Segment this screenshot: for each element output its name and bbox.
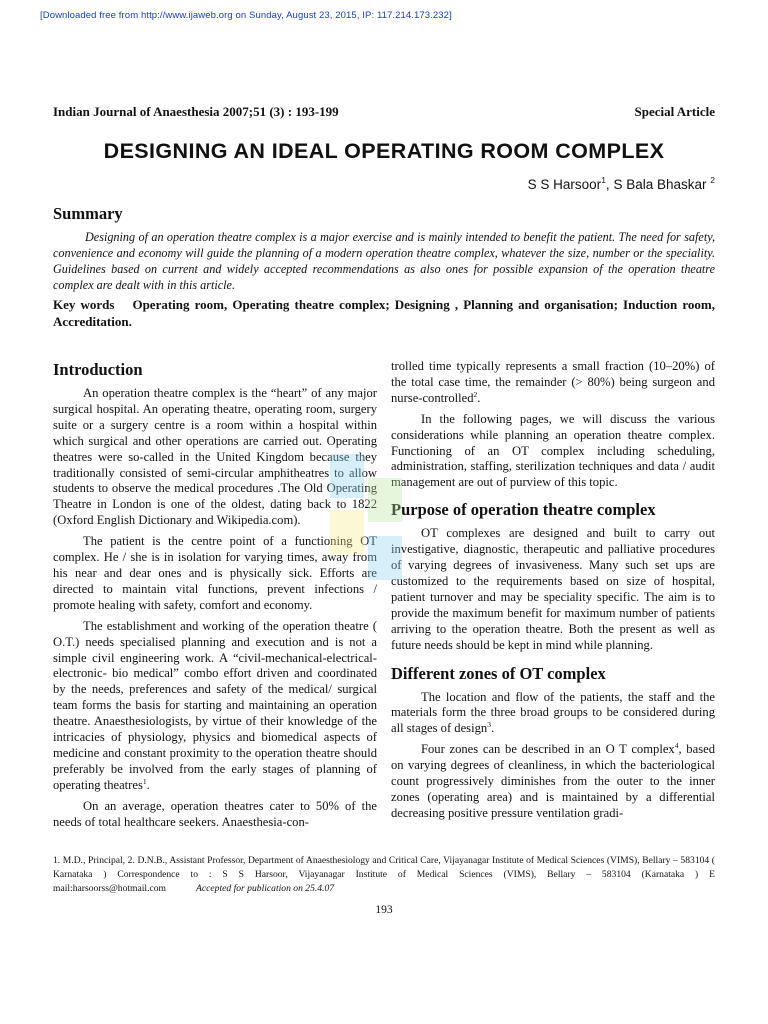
- keywords: [53, 296, 715, 330]
- author-name: S S Harsoor: [527, 177, 602, 192]
- journal-header: [53, 104, 715, 120]
- summary-heading: Summary: [53, 204, 123, 223]
- paragraph-text: The location and flow of the patients, the staff and the materials form the three broad groups to be considered during all stages of design: [391, 689, 715, 736]
- author-name: S Bala Bhaskar: [613, 177, 707, 192]
- continued-paragraph: [391, 359, 715, 407]
- body-paragraph: [391, 742, 715, 822]
- page-number: 193: [375, 904, 393, 916]
- right-column: [391, 359, 715, 827]
- sentence-end: .: [146, 777, 150, 792]
- citation-ref: 4: [674, 741, 679, 751]
- body-paragraph: [391, 690, 715, 738]
- footnote: [53, 854, 715, 896]
- citation-ref: 1: [142, 776, 147, 786]
- paragraph-text: Four zones can be described in an O T complex: [421, 742, 675, 757]
- left-column: [53, 360, 377, 835]
- citation-ref: 3: [487, 720, 491, 730]
- author-affiliation-mark: 2: [710, 175, 715, 185]
- keywords-label: Key words: [53, 297, 115, 312]
- accepted-date: Accepted for publication on 25.4.07: [196, 883, 335, 894]
- author-line: [528, 175, 715, 192]
- keywords-text: Operating room, Operating theatre complex; Designing , Planning and organisation; Induction room, Accreditation.: [53, 297, 715, 329]
- paragraph-text: , based on varying degrees of cleanliness, in which the bacteriological count progressively diminishes from the outer to the inner zones (operating area) and is maintained by a differential decreasing positive pressure ventilation gradi-: [391, 742, 715, 820]
- intro-paragraph: [53, 619, 377, 794]
- journal-citation: Indian Journal of Anaesthesia 2007;51 (3) : 193-199: [53, 104, 339, 119]
- sentence-end: .: [477, 390, 481, 405]
- intro-paragraph: The patient is the centre point of a functioning OT complex. He / she is in isolation for varying times, away from his near and dear ones and is physically sick. Efforts are directed to maintain vital functions, prevent infections / promote healing with safety, comfort and economy.: [53, 534, 377, 612]
- footnote-affiliations: 1. M.D., Principal, 2. D.N.B., Assistant Professor, Department of Anaesthesiology and Critical Care, Vijayanagar Institute of Medical Sciences (VIMS), Bellary – 583104 ( Karnataka ) Correspondence to : S S Harsoor, Vijayanagar Institute of Medical Sciences (VIMS), Bellary – 583104 (Karnataka ) E mail:harsoorss@hotmail.com: [53, 855, 715, 894]
- author-separator: ,: [605, 177, 614, 192]
- zones-heading: Different zones of OT complex: [391, 663, 606, 683]
- summary-text: Designing of an operation theatre complex is a major exercise and is mainly intended to benefit the patient. The need for safety, convenience and economy will guide the planning of a modern operation theatre complex, whatever the size, number or the speciality. Guidelines based on current and widely accepted recommendations as also ones for possible expansion of the operation theatre complex are dealt with in this article.: [53, 230, 715, 292]
- intro-paragraph: An operation theatre complex is the “heart” of any major surgical hospital. An operating theatre, operating room, surgery suite or a surgery centre is a room within a hospital within which surgical and other operations are carried out. Operating theatres were so-called in the United Kingdom because they traditionally consisted of semi-circular amphitheatres to allow students to observe the medical procedures .The Old Operating Theatre in London is one of the oldest, dating back to 1822 (Oxford English Dictionary and Wikipedia.com).: [53, 386, 377, 528]
- sentence-end: .: [490, 721, 495, 736]
- body-paragraph: In the following pages, we will discuss the various considerations while planning an operation theatre complex. Functioning of an OT complex including scheduling, administration, staffing, sterilization techniques and data / audit management are out of purview of this topic.: [391, 411, 715, 490]
- body-paragraph: OT complexes are designed and built to carry out investigative, diagnostic, therapeutic and palliative procedures of varying degrees of invasiveness. Many such set ups are customized to the requirements based on size of hospital, patient turnover and may be speciality specific. The aim is to provide the maximum benefit for maximum number of patients arriving to the operation theatre. Both the present as well as future needs should be kept in mind while planning.: [391, 526, 715, 652]
- watermark-logo: [326, 448, 406, 586]
- download-banner: [Downloaded free from http://www.ijaweb.org on Sunday, August 23, 2015, IP: 117.214.173.232]: [40, 10, 452, 21]
- article-title: DESIGNING AN IDEAL OPERATING ROOM COMPLEX: [103, 139, 665, 163]
- paragraph-text: The establishment and working of the operation theatre ( O.T.) needs specialised planning and execution and is not a simple civil engineering work. A “civil-mechanical-electrical-electronic- bio medical” combo effort driven and coordinated by the needs, preferences and safety of the medical/ surgical team forms the basis for starting and maintaining an operation theatre. Anaesthesiologists, by virtue of their knowledge of the intricacies of physiology, physics and biomedical aspects of medicine and constant proximity to the operation theatre should preferably be involved from the early stages of planning of operating theatres: [53, 618, 377, 792]
- citation-ref: 2: [473, 389, 478, 399]
- introduction-heading: Introduction: [53, 360, 143, 379]
- paragraph-text: trolled time typically represents a small fraction (10–20%) of the total case time, the remainder (> 80%) being surgeon and nurse-controlled: [391, 359, 715, 405]
- intro-paragraph: On an average, operation theatres cater to 50% of the needs of total healthcare seekers. Anaesthesia-con-: [53, 798, 377, 829]
- purpose-heading: Purpose of operation theatre complex: [391, 500, 656, 520]
- article-type: Special Article: [634, 104, 715, 119]
- author-affiliation-mark: 1: [601, 175, 606, 185]
